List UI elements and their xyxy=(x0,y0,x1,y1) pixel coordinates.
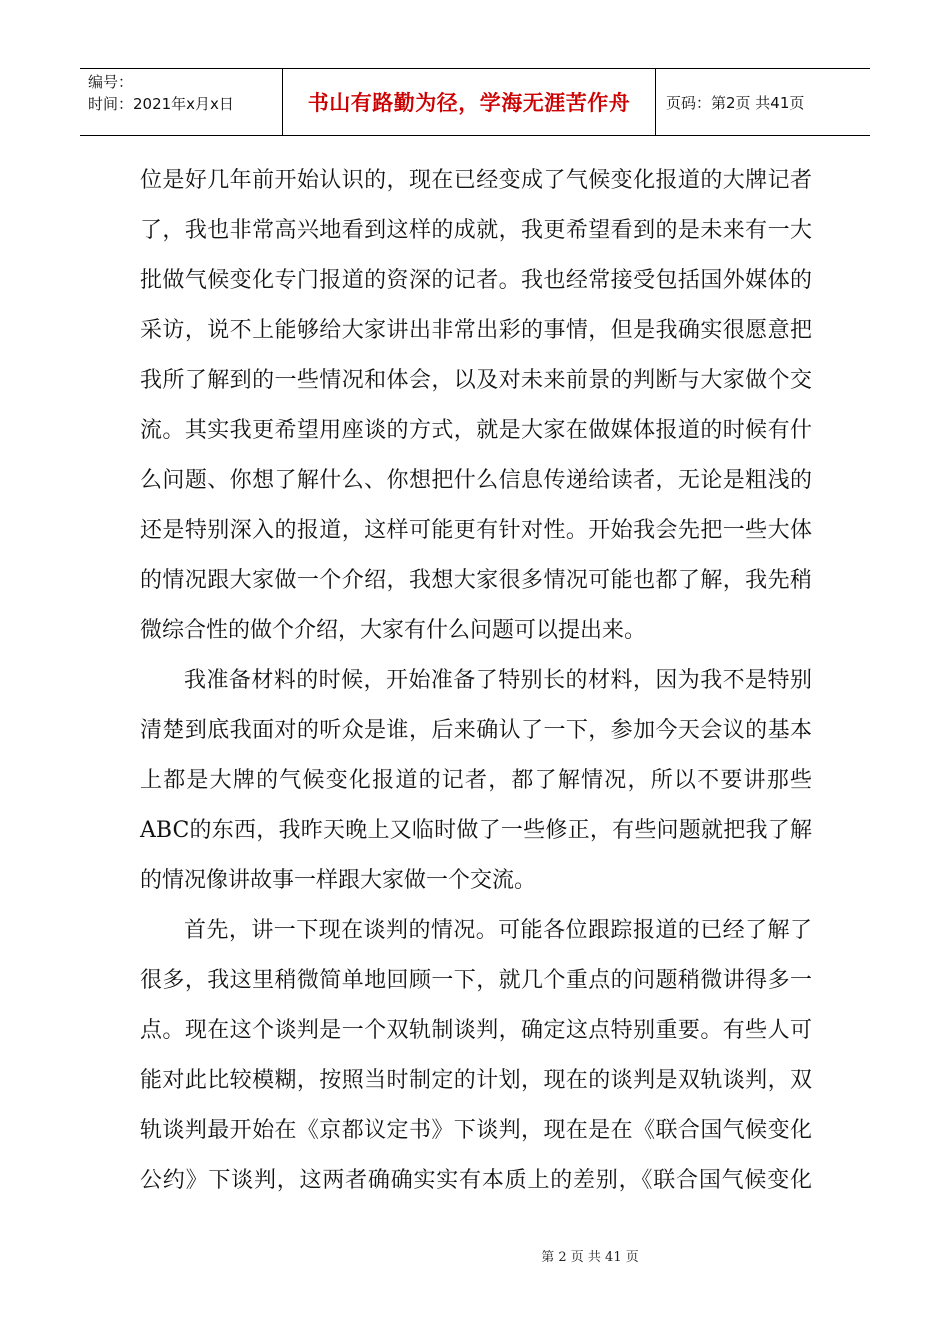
text-line: 我所了解到的一些情况和体会，以及对未来前景的判断与大家做个交 xyxy=(140,368,812,393)
header-slogan: 书山有路勤为径，学海无涯苦作舟 xyxy=(283,69,656,135)
header-meta-cell xyxy=(80,69,283,135)
document-body xyxy=(140,156,812,1206)
page-footer: 第 2 页 共 41 页 xyxy=(541,1250,639,1265)
text-line: 上都是大牌的气候变化报道的记者，都了解情况，所以不要讲那些 xyxy=(140,768,812,793)
document-date-label: 时间：2021年x月x日 xyxy=(88,95,234,113)
header-page-label: 页码：第2页 共41页 xyxy=(666,93,805,112)
text-line: 流。其实我更希望用座谈的方式，就是大家在做媒体报道的时候有什 xyxy=(140,418,812,443)
text-line: 点。现在这个谈判是一个双轨制谈判，确定这点特别重要。有些人可 xyxy=(140,1018,812,1043)
text-line: 清楚到底我面对的听众是谁，后来确认了一下，参加今天会议的基本 xyxy=(140,718,812,743)
document-number-label: 编号： xyxy=(88,73,134,91)
text-line: 了，我也非常高兴地看到这样的成就，我更希望看到的是未来有一大 xyxy=(140,218,812,243)
text-line: 位是好几年前开始认识的，现在已经变成了气候变化报道的大牌记者 xyxy=(140,168,812,193)
text-line: 么问题、你想了解什么、你想把什么信息传递给读者，无论是粗浅的 xyxy=(140,468,812,493)
text-line: 批做气候变化专门报道的资深的记者。我也经常接受包括国外媒体的 xyxy=(140,268,812,293)
text-line: 微综合性的做个介绍，大家有什么问题可以提出来。 xyxy=(140,618,647,643)
text-line: 轨谈判最开始在《京都议定书》下谈判，现在是在《联合国气候变化 xyxy=(140,1118,812,1143)
text-line: ABC的东西，我昨天晚上又临时做了一些修正，有些问题就把我了解 xyxy=(140,818,812,843)
text-line: 的情况跟大家做一个介绍，我想大家很多情况可能也都了解，我先稍 xyxy=(140,568,812,593)
text-line: 很多，我这里稍微简单地回顾一下，就几个重点的问题稍微讲得多一 xyxy=(140,968,812,993)
text-line: 能对此比较模糊，按照当时制定的计划，现在的谈判是双轨谈判，双 xyxy=(140,1068,812,1093)
text-line: 的情况像讲故事一样跟大家做一个交流。 xyxy=(140,868,537,893)
text-line: 采访，说不上能够给大家讲出非常出彩的事情，但是我确实很愿意把 xyxy=(140,318,812,343)
text-line: 公约》下谈判，这两者确确实实有本质上的差别，《联合国气候变化 xyxy=(140,1168,812,1193)
text-line: 还是特别深入的报道，这样可能更有针对性。开始我会先把一些大体 xyxy=(140,518,812,543)
page-header xyxy=(80,68,870,136)
text-line: 我准备材料的时候，开始准备了特别长的材料，因为我不是特别 xyxy=(184,668,812,693)
text-line: 首先，讲一下现在谈判的情况。可能各位跟踪报道的已经了解了 xyxy=(184,918,812,943)
